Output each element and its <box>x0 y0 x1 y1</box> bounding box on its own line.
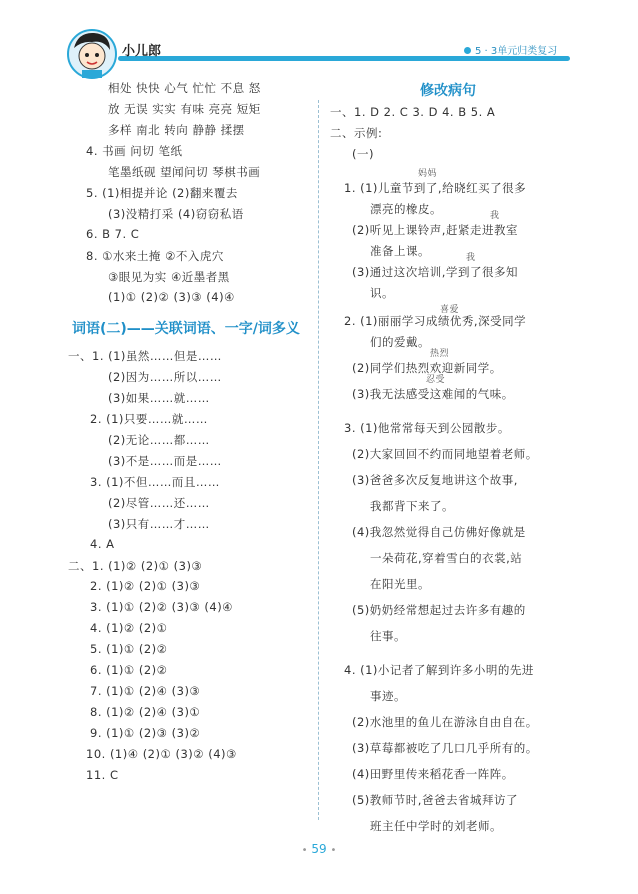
right-line: 一朵荷花,穿着雪白的衣裳,站 <box>370 551 523 565</box>
right-line: 班主任中学时的刘老师。 <box>370 819 502 833</box>
brand-name: 小儿郎 <box>122 44 162 59</box>
right-line: (4)田野里传来稻花香一阵阵。 <box>352 767 514 781</box>
right-line: 2. (1)丽丽学习成绩优秀,深受同学 <box>344 314 527 328</box>
right-line: 准备上课。 <box>370 244 430 258</box>
right-line: 二、示例: <box>330 126 383 140</box>
right-line: (3)爸爸多次反复地讲这个故事, <box>352 473 518 487</box>
left-line: 放 无误 实实 有味 亮亮 短矩 <box>108 102 261 116</box>
left-line: 3. (1)① (2)② (3)③ (4)④ <box>90 600 233 614</box>
left-line: 二、1. (1)② (2)① (3)③ <box>68 559 203 573</box>
left-line: 笔墨纸砚 望闻问切 琴棋书画 <box>108 165 261 179</box>
left-line: (2)因为……所以…… <box>108 370 222 384</box>
kid-avatar-icon <box>64 26 120 80</box>
right-line: (2)听见上课铃声,赶紧走进教室 <box>352 223 518 237</box>
left-line: (2)无论……都…… <box>108 433 210 447</box>
right-line: (2)同学们热烈欢迎新同学。 <box>352 361 502 375</box>
right-line: (3)草莓都被吃了几口几乎所有的。 <box>352 741 538 755</box>
right-line: (5)奶奶经常想起过去许多有趣的 <box>352 603 526 617</box>
left-line: (1)① (2)② (3)③ (4)④ <box>108 290 235 304</box>
column-divider <box>318 100 319 820</box>
left-line: 9. (1)① (2)③ (3)② <box>90 726 201 740</box>
page-header <box>0 0 638 80</box>
right-line: 漂亮的橡皮。 <box>370 202 442 216</box>
left-line: 11. C <box>86 768 119 782</box>
right-line: 事迹。 <box>370 689 406 703</box>
left-line: (3)没精打采 (4)窃窃私语 <box>108 207 244 221</box>
right-line: 一、1. D 2. C 3. D 4. B 5. A <box>330 105 496 119</box>
left-line: 2. (1)只要……就…… <box>90 412 208 426</box>
right-line: (3)通过这次培训,学到了很多知 <box>352 265 518 279</box>
page-number-text: 59 <box>311 842 327 856</box>
left-line: 6. (1)① (2)② <box>90 663 168 677</box>
right-line: 3. (1)他常常每天到公园散步。 <box>344 421 510 435</box>
annotation: 喜爱 <box>440 305 460 315</box>
right-line: 往事。 <box>370 629 406 643</box>
left-line: 10. (1)④ (2)① (3)② (4)③ <box>86 747 237 761</box>
annotation: 妈妈 <box>418 169 438 179</box>
left-line: 一、1. (1)虽然……但是…… <box>68 349 222 363</box>
section-label <box>464 42 557 57</box>
right-line: (5)教师节时,爸爸去省城拜访了 <box>352 793 518 807</box>
right-line: (4)我忽然觉得自己仿佛好像就是 <box>352 525 526 539</box>
left-line: 7. (1)① (2)④ (3)③ <box>90 684 201 698</box>
left-line: (3)如果……就…… <box>108 391 210 405</box>
left-line: (2)尽管……还…… <box>108 496 210 510</box>
left-section-title: 词语(二)——关联词语、一字/词多义 <box>72 321 300 337</box>
left-line: 4. 书画 问切 笔纸 <box>86 144 183 158</box>
left-line: 6. B 7. C <box>86 227 140 241</box>
left-line: 5. (1)相提并论 (2)翻来覆去 <box>86 186 238 200</box>
annotation: 热烈 <box>430 349 450 359</box>
left-line: 5. (1)① (2)② <box>90 642 168 656</box>
left-line: 8. ①水来土掩 ②不入虎穴 <box>86 249 224 263</box>
right-line: (2)大家回回不约而同地望着老师。 <box>352 447 538 461</box>
page-number: • 59 • <box>301 842 337 856</box>
right-line: 在阳光里。 <box>370 577 430 591</box>
left-line: 3. (1)不但……而且…… <box>90 475 220 489</box>
left-line: 4. A <box>90 537 115 551</box>
annotation: 我 <box>490 211 500 221</box>
right-line: (一) <box>352 147 374 161</box>
bullet-icon <box>464 47 471 54</box>
left-line: 2. (1)② (2)① (3)③ <box>90 579 201 593</box>
left-line: 8. (1)② (2)④ (3)① <box>90 705 201 719</box>
right-line: 识。 <box>370 286 394 300</box>
annotation: 忍受 <box>426 375 446 385</box>
right-line: (3)我无法感受这难闻的气味。 <box>352 387 514 401</box>
right-section-title: 修改病句 <box>420 83 476 99</box>
right-line: 我都背下来了。 <box>370 499 454 513</box>
right-line: 1. (1)儿童节到了,给晓红买了很多 <box>344 181 527 195</box>
annotation: 我 <box>466 253 476 263</box>
left-line: 4. (1)② (2)① <box>90 621 168 635</box>
right-line: 4. (1)小记者了解到许多小明的先进 <box>344 663 534 677</box>
left-line: (3)只有……才…… <box>108 517 210 531</box>
left-line: (3)不是……而是…… <box>108 454 222 468</box>
right-line: (2)水池里的鱼儿在游泳自由自在。 <box>352 715 538 729</box>
left-line: ③眼见为实 ④近墨者黑 <box>108 270 230 284</box>
section-text: 5 · 3单元归类复习 <box>475 46 558 57</box>
right-line: 们的爱戴。 <box>370 335 430 349</box>
left-line: 多样 南北 转向 静静 揉摆 <box>108 123 245 137</box>
left-line: 相处 快快 心气 忙忙 不息 怒 <box>108 81 261 95</box>
